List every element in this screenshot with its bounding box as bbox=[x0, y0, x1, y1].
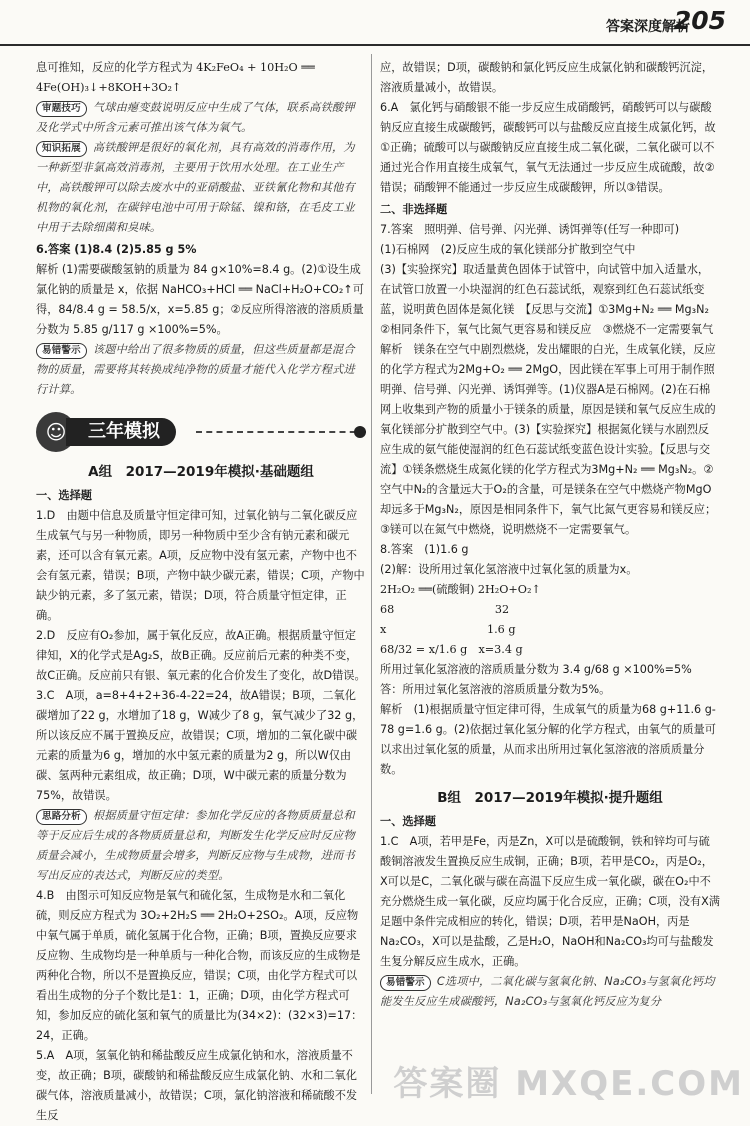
analysis: 解析 (1)需要碳酸氢钠的质量为 84 g×10%=8.4 g。(2)①设生成氯化钠的质量是 x，依据 NaHCO₃+HCl ══ NaCl+H₂O+CO₂↑可得，84/8.4 g = 58.5/x，x=5.85 g；②反应所得溶液的溶质质量分数为 5.85 g/117 g ×100%=5%。 bbox=[36, 263, 364, 336]
header-rule bbox=[0, 44, 750, 46]
question-answer: 6.A 氯化钙与硝酸银不能一步反应生成硝酸钙，硝酸钙可以与碳酸钠反应直接生成碳酸钙，碳酸钙可以与盐酸反应直接生成氯化钙，故①正确；硫酸可以与碳酸钠反应直接生成二氧化碳，二氧化碳可以不通过光合作用直接生成氧气，氧气无法通过一步反应生成硫酸，故②错误；硝酸钾不能通过一步反应生成碳酸钾，所以③错误。 bbox=[380, 101, 716, 194]
tip-text: 该题中给出了很多物质的质量，但这些质量都是混合物的质量，需要将其转换成纯净物的质量才能代入化学方程式进行计算。 bbox=[36, 343, 355, 396]
section-heading: 一、选择题 bbox=[36, 489, 92, 502]
banner-dot-icon bbox=[354, 426, 366, 438]
analysis: 解析 (1)根据质量守恒定律可得，生成氧气的质量为68 g+11.6 g-78 g=1.6 g。(2)依据过氧化氢分解的化学方程式，由氧气的质量可以求出过氧化氢的质量，从而求出所用过氧化氢溶液的溶质质量分数。 bbox=[380, 703, 716, 776]
page-header bbox=[0, 0, 750, 44]
tip-text: C选项中，二氧化碳与氢氧化钠、Na₂CO₃与氢氧化钙均能发生反应生成碳酸钙，Na₂CO₃与氢氧化钙反应为复分 bbox=[380, 975, 715, 1008]
answer-line: 答：所用过氧化氢溶液的溶质质量分数为5%。 bbox=[380, 683, 611, 696]
tip-box bbox=[36, 138, 366, 238]
column-divider bbox=[371, 54, 372, 1094]
question-answer: 2.D 反应有O₂参加，属于氧化反应，故A正确。根据质量守恒定律知，X的化学式是Ag₂S，故B正确。反应前后元素的种类不变，故C正确。反应前只有银、氧元素的化合价发生了变化，故D错误。 bbox=[36, 629, 366, 682]
group-title: B组 2017—2019年模拟·提升题组 bbox=[437, 790, 663, 806]
question-answer: 1.D 由题中信息及质量守恒定律可知，过氧化钠与二氧化碳反应生成氧气与另一种物质，即另一种物质中至少含有钠元素和碳元素，还可以含有氧元素。A项，反应物中没有氢元素，产物中也不会有氢元素，错误；B项，产物中缺少碳元素，错误；C项，产物中缺少钠元素，多了氢元素，错误；D项，符合质量守恒定律，正确。 bbox=[36, 509, 365, 622]
tip-tag: 思路分析 bbox=[36, 809, 87, 825]
question-answer: 3.C A项，a=8+4+2+36-4-22=24，故A错误；B项，二氧化碳增加了22 g，水增加了18 g，W减少了8 g，氧气减少了32 g，所以该反应不属于置换反应，故错误；C项，增加的二氧化碳中碳元素的质量为6 g，增加的水中氢元素的质量为2 g，所以W仅由碳、氢两种元素组成，故正确；D项，W中碳元素的质量分数为75%，故错误。 bbox=[36, 689, 364, 802]
answer-heading: 6.答案 (1)8.4 (2)5.85 g 5% bbox=[36, 243, 197, 256]
analysis: 解析 镁条在空气中剧烈燃烧，发出耀眼的白光，生成氧化镁，反应的化学方程式为2Mg+O₂ ══ 2MgO，因此镁在军事上可用于制作照明弹、信号弹、闪光弹、诱饵弹等。(1)仪器A是石棉网。(2)在石棉网上收集到产物的质量小于镁条的质量，原因是镁和氧气反应生成的氧化镁部分扩散到空气中。(3)【实验探究】根据氮化镁与水剧烈反应生成的氨气能使湿润的红色石蕊试纸变蓝色设计实验。【反思与交流】①镁条燃烧生成氮化镁的化学方程式为3Mg+N₂ ══ Mg₃N₂。②空气中N₂的含量远大于O₂的含量，可是镁条在空气中燃烧产物MgO却远多于Mg₃N₂，原因是相同条件下，氧气比氮气更容易和镁反应；③镁可以在氮气中燃烧，说明燃烧不一定需要氧气。 bbox=[380, 343, 717, 536]
answer-line: 所用过氧化氢溶液的溶质质量分数为 3.4 g/68 g ×100%=5% bbox=[380, 663, 692, 676]
question-answer: 5.A A项，氢氧化钠和稀盐酸反应生成氯化钠和水，溶液质量不变，故正确；B项，碳酸钠和稀盐酸反应生成氯化钠、水和二氧化碳气体，溶液质量减小，故错误；C项，氯化钠溶液和稀硫酸不发生反 bbox=[36, 1049, 358, 1122]
left-column bbox=[36, 58, 366, 1126]
group-title: A组 2017—2019年模拟·基础题组 bbox=[88, 464, 314, 480]
right-column bbox=[380, 58, 720, 1012]
answer-heading: 8.答案 (1)1.6 g bbox=[380, 543, 469, 556]
paragraph: 息可推知，反应的化学方程式为 4K₂FeO₄ + 10H₂O ══ 4Fe(OH)₃↓+8KOH+3O₂↑ bbox=[36, 61, 315, 94]
tip-text: 高铁酸钾是很好的氧化剂，具有高效的消毒作用，为一种新型非氯高效消毒剂，主要用于饮用水处理。在工业生产中，高铁酸钾可以除去废水中的亚硝酸盐、亚铁氰化物和其他有机物的氧化剂，在碳锌电池中可用于除锰、镍和铬，在毛皮工业中用于去除细菌和臭味。 bbox=[36, 141, 355, 234]
tip-tag: 审题技巧 bbox=[36, 101, 87, 117]
answer-heading: 7.答案 照明弹、信号弹、闪光弹、诱饵弹等(任写一种即可) bbox=[380, 223, 680, 236]
tip-box bbox=[36, 340, 366, 400]
banner-title: 三年模拟 bbox=[66, 418, 176, 446]
answer-line: (3)【实验探究】取适量黄色固体于试管中，向试管中加入适量水，在试管口放置一小块湿润的红色石蕊试纸，观察到红色石蕊试纸变蓝，说明黄色固体是氮化镁 【反思与交流】①3Mg+N₂ ══ Mg₃N₂ ②相同条件下，氧气比氮气更容易和镁反应 ③燃烧不一定需要氧气 bbox=[380, 263, 721, 336]
section-heading: 二、非选择题 bbox=[380, 203, 448, 216]
tip-box bbox=[380, 972, 720, 1012]
page-number: 205 bbox=[673, 6, 726, 35]
tip-box bbox=[36, 98, 366, 138]
question-answer: 4.B 由图示可知反应物是氧气和硫化氢，生成物是水和二氧化硫，则反应方程式为 3O₂+2H₂S ══ 2H₂O+2SO₂。A项，反应物中氧气属于单质，硫化氢属于化合物，正确；B项，置换反应要求反应物、生成物均是一种单质与一种化合物，而该反应的生成物是两种化合物，所以不是置换反应，错误；C项，由化学方程式可以看出生成物的分子个数比是1：1，正确；D项，由化学方程式可知，参加反应的硫化氢和氧气的质量比为(34×2)：(32×3)=17：24，正确。 bbox=[36, 889, 363, 1042]
banner-line bbox=[196, 431, 366, 433]
question-answer: 1.C A项，若甲是Fe，丙是Zn，X可以是硫酸铜，铁和锌均可与硫酸铜溶液发生置换反应生成铜，正确；B项，若甲是CO₂，丙是O₂，X可以是C，二氧化碳与碳在高温下反应生成一氧化碳，碳在O₂中不充分燃烧生成一氧化碳，反应均属于化合反应，正确；C项，没有X满足题中条件完成相应的转化，错误；D项，若甲是NaOH，丙是Na₂CO₃，X可以是盐酸，乙是H₂O，NaOH和Na₂CO₃均可与盐酸发生复分解反应生成水，正确。 bbox=[380, 835, 720, 968]
tip-tag: 知识拓展 bbox=[36, 141, 87, 157]
proportion: 68/32 = x/1.6 g x=3.4 g bbox=[380, 643, 523, 656]
tip-text: 气球由瘪变鼓说明反应中生成了气体，联系高铁酸钾及化学式中所含元素可推出该气体为氧气。 bbox=[36, 101, 355, 134]
watermark: 答案圈 MXQE.COM bbox=[393, 1064, 744, 1104]
equation: 2H₂O₂ ══(硫酸铜) 2H₂O+O₂↑ bbox=[380, 583, 541, 596]
tip-tag: 易错警示 bbox=[36, 343, 87, 359]
answer-line: (2)解：设所用过氧化氢溶液中过氧化氢的质量为x。 bbox=[380, 563, 638, 576]
paragraph: 应，故错误；D项，碳酸钠和氯化钙反应生成氯化钠和碳酸钙沉淀，溶液质量减小，故错误。 bbox=[380, 61, 714, 94]
mascot-icon: ☺ bbox=[36, 412, 76, 452]
equation-mass-row: x 1.6 g bbox=[380, 623, 516, 636]
section-banner bbox=[36, 410, 366, 454]
header-title: 答案深度解析 bbox=[606, 19, 690, 35]
tip-tag: 易错警示 bbox=[380, 975, 431, 991]
tip-text: 根据质量守恒定律：参加化学反应的各物质质量总和等于反应后生成的各物质质量总和，判断发生化学反应时反应物质量会减小，生成物质量会增多，判断反应物与生成物，进而书写出反应的表达式，判断反应的类型。 bbox=[36, 809, 355, 882]
tip-box bbox=[36, 806, 366, 886]
equation-mass-row: 68 32 bbox=[380, 603, 510, 616]
section-heading: 一、选择题 bbox=[380, 815, 436, 828]
answer-line: (1)石棉网 (2)反应生成的氧化镁部分扩散到空气中 bbox=[380, 243, 636, 256]
